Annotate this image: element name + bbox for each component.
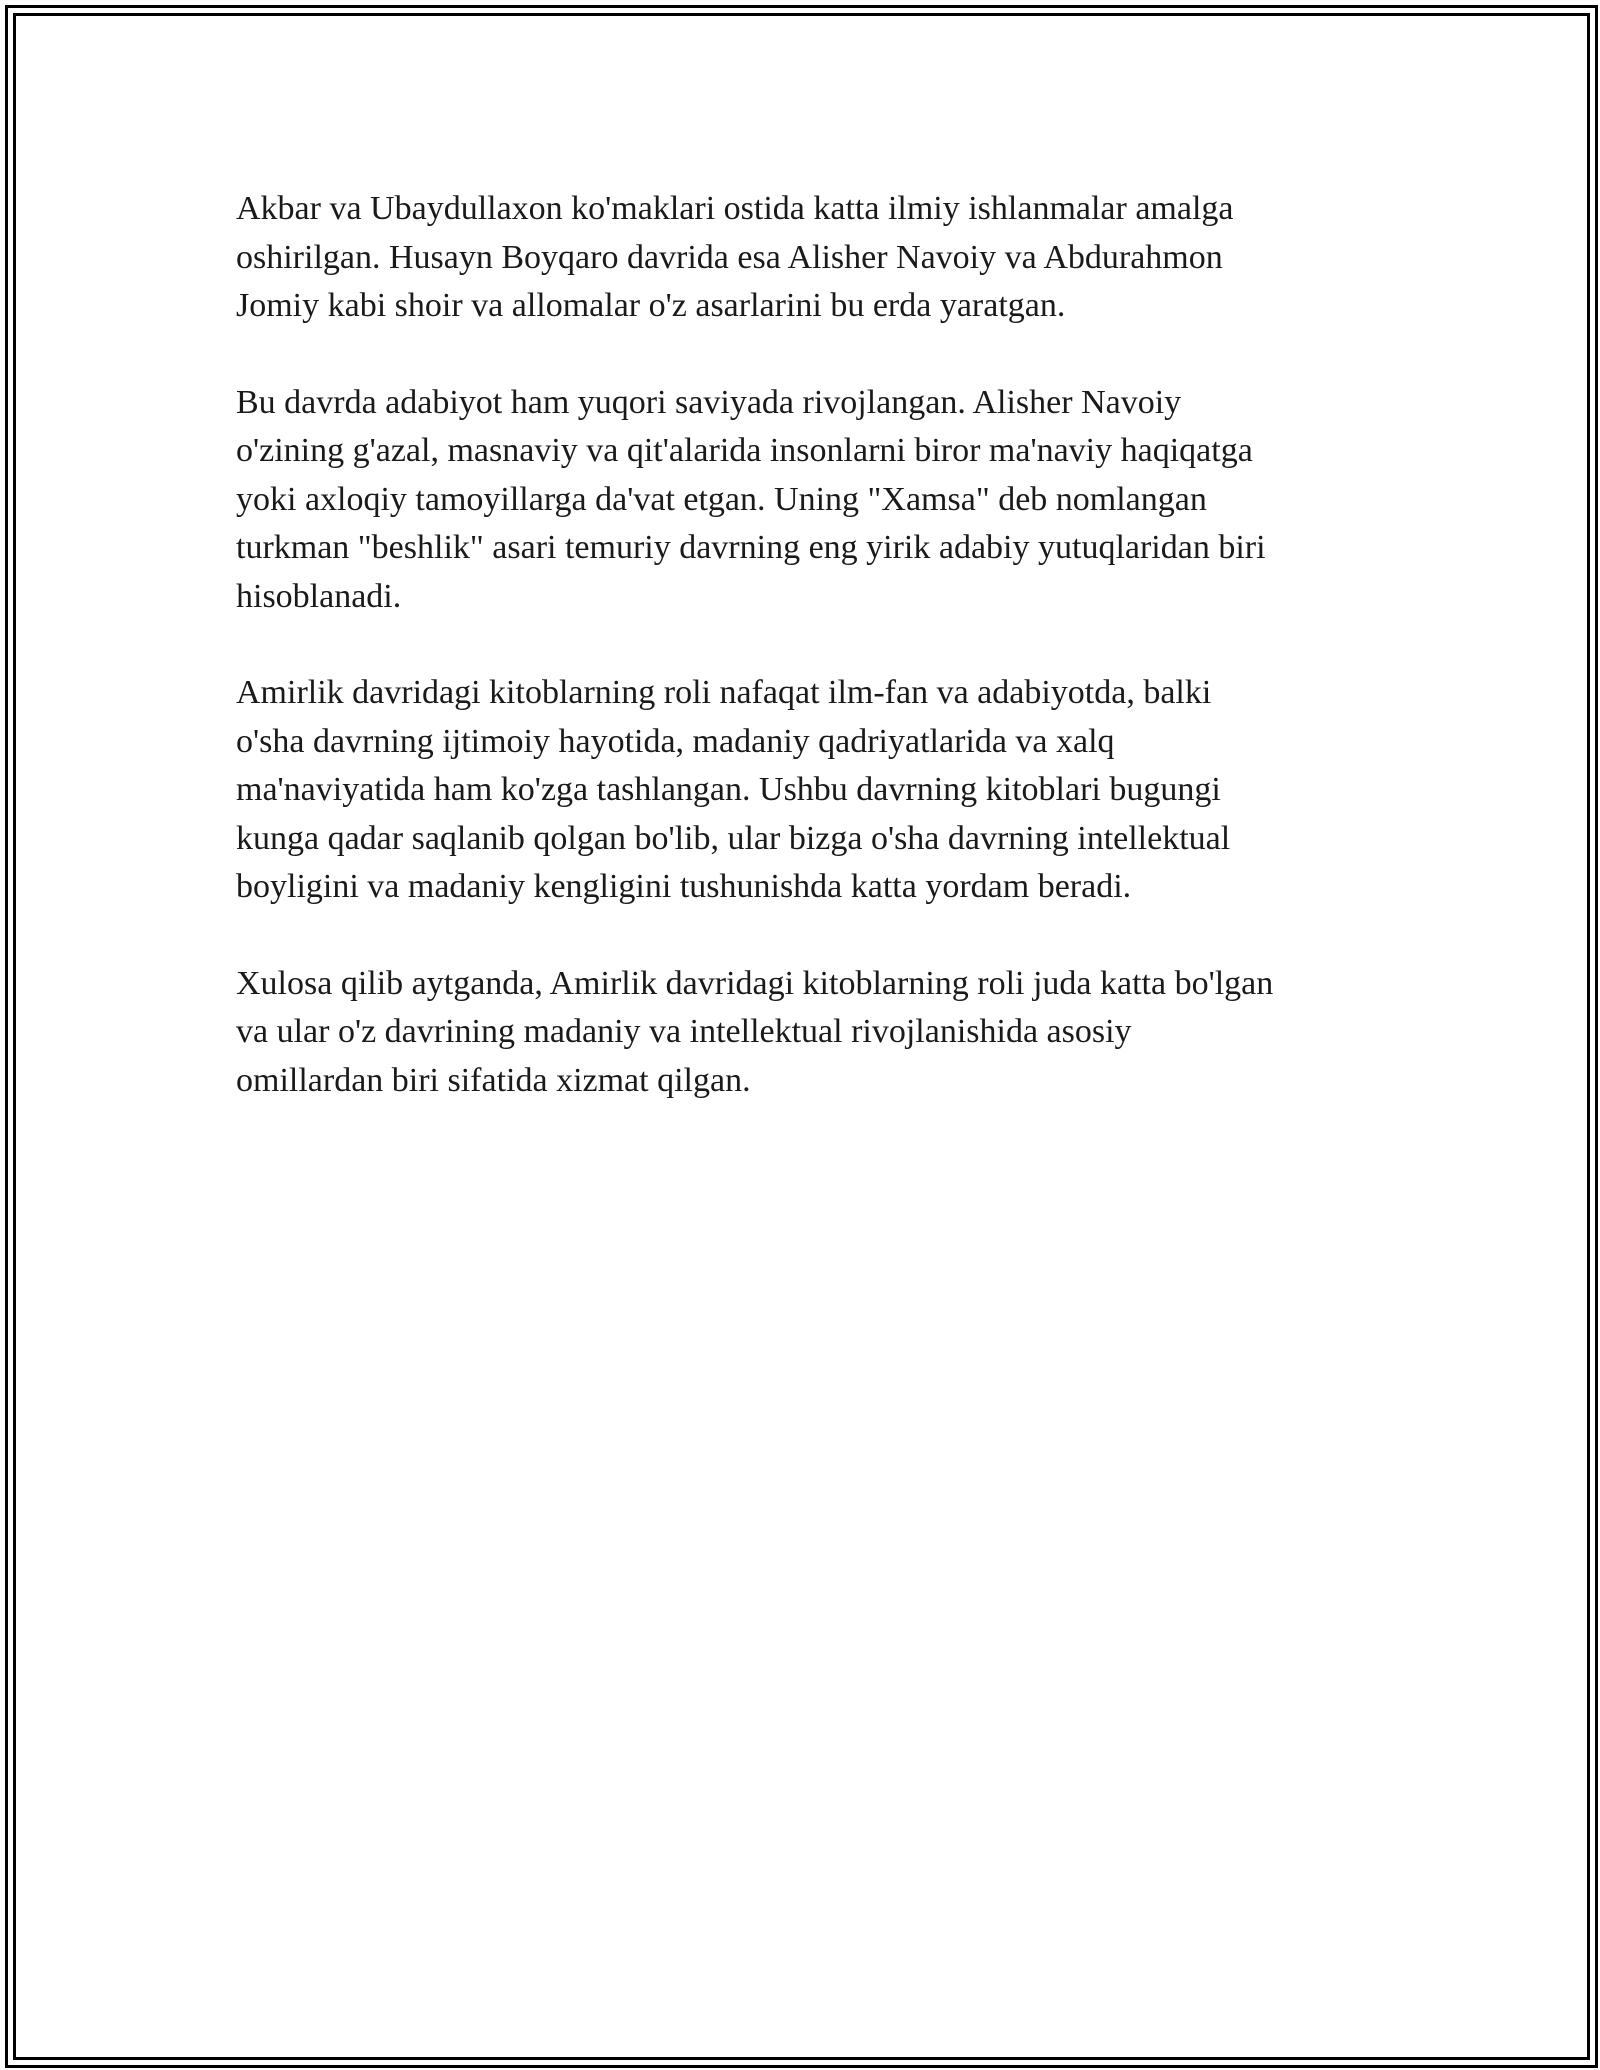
text-line: o'sha davrning ijtimoiy hayotida, madaniy qadriyatlarida va xalq xyxy=(236,722,1115,760)
text-line: Akbar va Ubaydullaxon ko'maklari ostida katta ilmiy ishlanmalar amalga xyxy=(236,190,1234,227)
text-line: omillardan biri sifatida xizmat qilgan. xyxy=(236,1061,751,1099)
text-line: Jomiy kabi shoir va allomalar o'z asarlarini bu erda yaratgan. xyxy=(236,287,1066,324)
document-body xyxy=(236,185,1376,1153)
paragraph-3 xyxy=(236,669,1376,912)
text-line: ma'naviyatida ham ko'zga tashlangan. Ushbu davrning kitoblari bugungi xyxy=(236,771,1221,808)
text-line: Xulosa qilib aytganda, Amirlik davridagi kitoblarning roli juda katta bo'lgan xyxy=(236,964,1274,1002)
paragraph-4 xyxy=(236,960,1376,1106)
paragraph-2 xyxy=(236,379,1376,622)
text-line: Bu davrda adabiyot ham yuqori saviyada rivojlangan. Alisher Navoiy xyxy=(236,383,1182,421)
text-line: hisoblanadi. xyxy=(236,577,402,615)
text-line: Amirlik davridagi kitoblarning roli nafaqat ilm-fan va adabiyotda, balki xyxy=(236,674,1212,711)
text-line: oshirilgan. Husayn Boyqaro davrida esa Alisher Navoiy va Abdurahmon xyxy=(236,238,1223,276)
text-line: o'zining g'azal, masnaviy va qit'alarida insonlarni biror ma'naviy haqiqatga xyxy=(236,432,1253,469)
text-line: va ular o'z davrining madaniy va intellektual rivojlanishida asosiy xyxy=(236,1013,1132,1050)
text-line: yoki axloqiy tamoyillarga da'vat etgan. Uning "Xamsa" deb nomlangan xyxy=(236,480,1207,518)
text-line: kunga qadar saqlanib qolgan bo'lib, ular bizga o'sha davrning intellektual xyxy=(236,819,1231,857)
text-line: turkman "beshlik" asari temuriy davrning eng yirik adabiy yutuqlaridan biri xyxy=(236,529,1266,566)
paragraph-1 xyxy=(236,185,1376,331)
text-line: boyligini va madaniy kengligini tushunishda katta yordam beradi. xyxy=(236,868,1132,905)
